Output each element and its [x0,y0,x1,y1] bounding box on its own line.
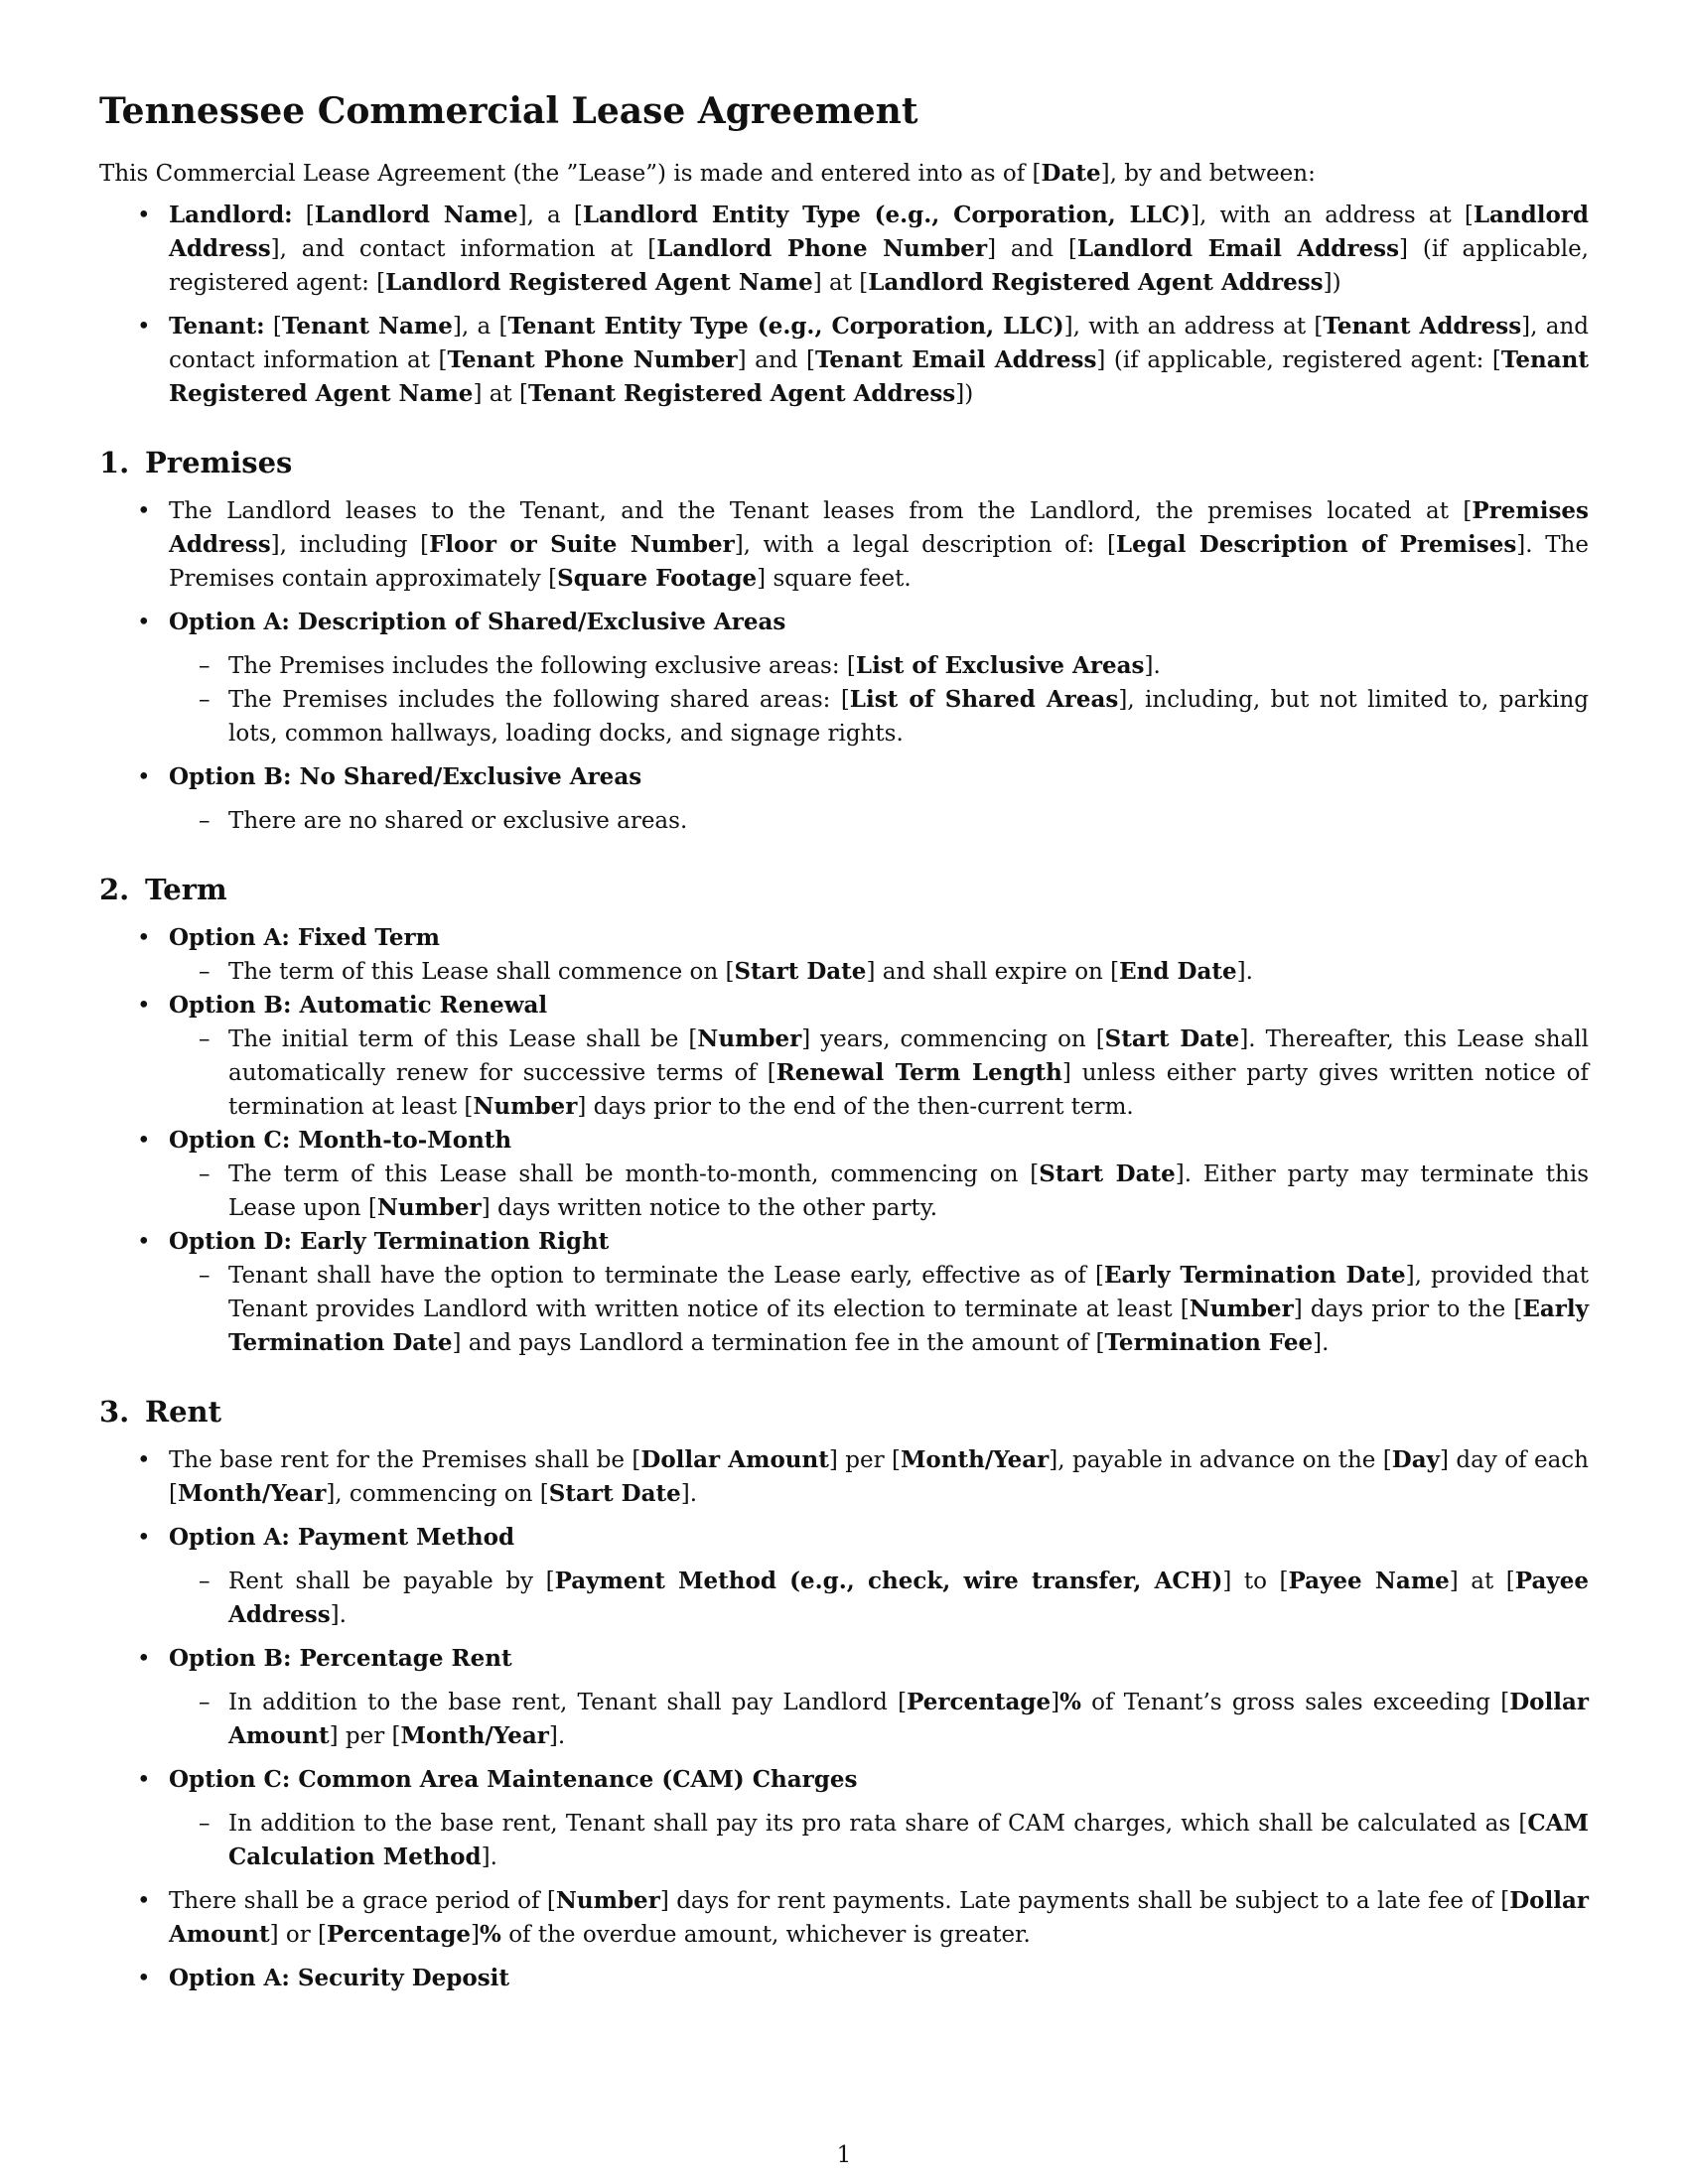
premises-description: • The Landlord leases to the Tenant, and the Tenant leases from the Landlord, the premises located at [Premises Address], including [Floor or Suite Number], with a legal description of: [Legal Description of Premises]. The Premises contain approximately [Square Footage] square feet. [99,494,1589,596]
base-rent-item: • The base rent for the Premises shall be [Dollar Amount] per [Month/Year], payable in advance on the [Day] day of each [Month/Year], commencing on [Start Date]. [99,1443,1589,1511]
premises-option-a: • Option A: Description of Shared/Exclusive Areas – The Premises includes the following exclusive areas: [List of Exclusive Areas]. – The Premises includes the following shared areas: [List of Shared Areas], including, but not limited to, parking lots, common hallways, loading docks, and signage rights. [99,606,1589,751]
landlord-item: • Landlord: [Landlord Name], a [Landlord Entity Type (e.g., Corporation, LLC)], with an address at [Landlord Address], and contact information at [Landlord Phone Number] and [Landlord Email Address] (if applicable, registered agent: [Landlord Registered Agent Name] at [Landlord Registered Agent Address]) [99,199,1589,300]
page-number: 1 [836,2142,852,2168]
term-option-a: • Option A: Fixed Term – The term of this Lease shall commence on [Start Date] and shall expire on [End Date]. [99,921,1589,989]
premises-list [99,494,1589,838]
section-premises-heading: 1. Premises [99,446,293,479]
grace-period-item: • There shall be a grace period of [Number] days for rent payments. Late payments shall be subject to a late fee of [Dollar Amount] or [Percentage]% of the overdue amount, whichever is greater. [99,1884,1589,1952]
section-rent-heading: 3. Rent [99,1395,222,1429]
no-areas-item: – There are no shared or exclusive areas. [169,804,1589,838]
rent-option-c: • Option C: Common Area Maintenance (CAM) Charges – In addition to the base rent, Tenant shall pay its pro rata share of CAM charges, which shall be calculated as [CAM Calculation Method]. [99,1763,1589,1874]
section-term-heading: 2. Term [99,873,227,906]
tenant-item: • Tenant: [Tenant Name], a [Tenant Entity Type (e.g., Corporation, LLC)], with an address at [Tenant Address], and contact information at [Tenant Phone Number] and [Tenant Email Address] (if applicable, registered agent: [Tenant Registered Agent Name] at [Tenant Registered Agent Address]) [99,310,1589,411]
document-page [99,87,1589,2005]
parties-list [99,199,1589,411]
rent-option-b: • Option B: Percentage Rent – In addition to the base rent, Tenant shall pay Landlord [Percentage]% of Tenant’s gross sales exceeding [Dollar Amount] per [Month/Year]. [99,1642,1589,1753]
date-field: Date [1041,160,1101,187]
exclusive-areas-item: – The Premises includes the following exclusive areas: [List of Exclusive Areas]. [169,649,1589,683]
security-deposit-option: • Option A: Security Deposit [99,1962,1589,1995]
document-title: Tennessee Commercial Lease Agreement [99,90,918,132]
term-option-c: • Option C: Month-to-Month – The term of this Lease shall be month-to-month, commencing on [Start Date]. Either party may terminate this Lease upon [Number] days written notice to the other party. [99,1124,1589,1225]
term-option-b: • Option B: Automatic Renewal – The initial term of this Lease shall be [Number] years, commencing on [Start Date]. Thereafter, this Lease shall automatically renew for successive terms of [Renewal Term Length] unless either party gives written notice of termination at least [Number] days prior to the end of the then-current term. [99,989,1589,1124]
rent-list [99,1443,1589,1995]
premises-option-b: • Option B: No Shared/Exclusive Areas – There are no shared or exclusive areas. [99,760,1589,838]
shared-areas-item: – The Premises includes the following shared areas: [List of Shared Areas], including, but not limited to, parking lots, common hallways, loading docks, and signage rights. [169,683,1589,751]
rent-option-a: • Option A: Payment Method – Rent shall be payable by [Payment Method (e.g., check, wire transfer, ACH)] to [Payee Name] at [Payee Address]. [99,1521,1589,1632]
term-list [99,921,1589,1360]
intro-paragraph: This Commercial Lease Agreement (the ”Lease”) is made and entered into as of [Date], by and between: [99,160,1316,187]
term-option-d: • Option D: Early Termination Right – Tenant shall have the option to terminate the Lease early, effective as of [Early Termination Date], provided that Tenant provides Landlord with written notice of its election to terminate at least [Number] days prior to the [Early Termination Date] and pays Landlord a termination fee in the amount of [Termination Fee]. [99,1225,1589,1360]
